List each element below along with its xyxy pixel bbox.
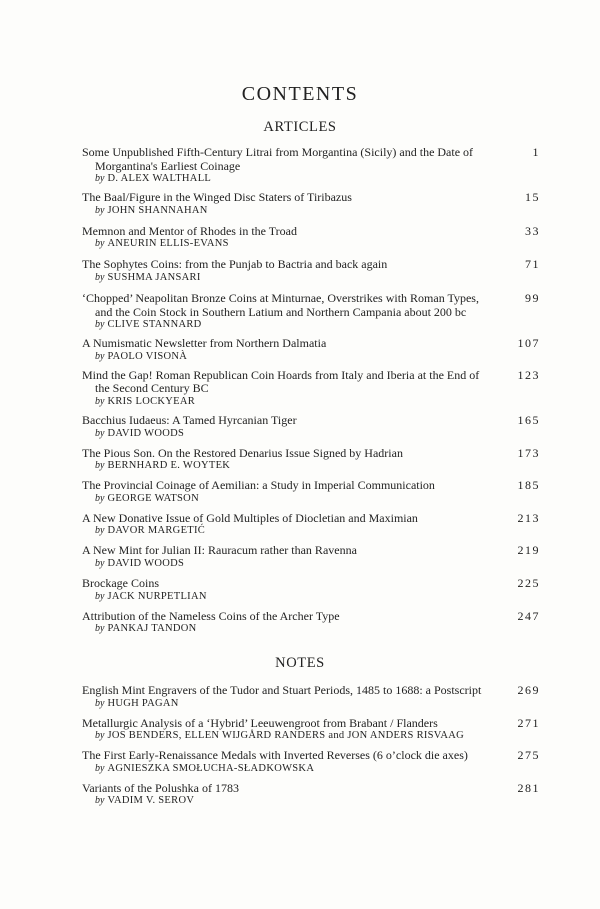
entry-page-number: 219 bbox=[517, 543, 540, 558]
toc-entry[interactable] bbox=[82, 292, 540, 331]
entry-title: Mind the Gap! Roman Republican Coin Hoards from Italy and Iberia at the End of the Second Century BC bbox=[82, 367, 480, 396]
toc-entry[interactable] bbox=[82, 782, 540, 808]
entry-author: JOS BENDERS, ELLEN WIJGÅRD RANDERS and JON ANDERS RISVAAG bbox=[107, 730, 464, 742]
notes-heading: NOTES bbox=[275, 655, 325, 671]
entry-page-number: 275 bbox=[517, 748, 540, 763]
entry-author: GEORGE WATSON bbox=[107, 492, 199, 504]
entry-author: DAVOR MARGETIĆ bbox=[107, 525, 206, 537]
entry-author: JOHN SHANNAHAN bbox=[107, 204, 208, 216]
entry-title: Variants of the Polushka of 1783 bbox=[82, 780, 239, 795]
toc-entry[interactable] bbox=[82, 337, 540, 363]
entry-author: DAVID WOODS bbox=[107, 427, 185, 439]
entry-author: ANEURIN ELLIS-EVANS bbox=[107, 238, 229, 250]
entry-author: AGNIESZKA SMOŁUCHA-SŁADKOWSKA bbox=[107, 762, 315, 774]
entry-page-number: 71 bbox=[525, 257, 540, 272]
toc-entry[interactable] bbox=[82, 577, 540, 603]
toc-entry[interactable] bbox=[82, 544, 540, 570]
entry-by: by bbox=[95, 173, 105, 185]
entry-page-number: 15 bbox=[525, 190, 540, 205]
entry-by: by bbox=[95, 795, 105, 807]
toc-entry[interactable] bbox=[82, 146, 540, 185]
toc-entry[interactable] bbox=[82, 479, 540, 505]
toc-entry[interactable] bbox=[82, 258, 540, 284]
entry-page-number: 123 bbox=[517, 367, 540, 382]
entry-page-number: 185 bbox=[517, 478, 540, 493]
entry-by: by bbox=[95, 623, 105, 635]
entry-title: The First Early-Renaissance Medals with Inverted Reverses (6 o’clock die axes) bbox=[82, 748, 468, 763]
entry-page-number: 107 bbox=[517, 336, 540, 351]
entry-title: A New Mint for Julian II: Rauracum rather than Ravenna bbox=[82, 543, 357, 558]
toc-entry[interactable] bbox=[82, 369, 540, 408]
toc-entry[interactable] bbox=[82, 512, 540, 538]
entry-author: KRIS LOCKYEAR bbox=[107, 395, 196, 407]
toc-entry[interactable] bbox=[82, 684, 540, 710]
entry-author: PAOLO VISONÀ bbox=[107, 350, 188, 362]
entry-title: Bacchius Iudaeus: A Tamed Hyrcanian Tiger bbox=[82, 412, 297, 427]
entry-title: A Numismatic Newsletter from Northern Dalmatia bbox=[82, 336, 327, 351]
entry-title: Brockage Coins bbox=[82, 575, 159, 590]
entry-author: VADIM V. SEROV bbox=[107, 795, 195, 807]
entry-author: BERNHARD E. WOYTEK bbox=[107, 460, 231, 472]
entry-page-number: 165 bbox=[517, 412, 540, 427]
entry-by: by bbox=[95, 697, 105, 709]
entry-page-number: 1 bbox=[532, 145, 540, 159]
entry-title: English Mint Engravers of the Tudor and Stuart Periods, 1485 to 1688: a Postscript bbox=[82, 683, 482, 697]
entry-by: by bbox=[95, 238, 105, 250]
entry-title: The Provincial Coinage of Aemilian: a Study in Imperial Communication bbox=[82, 478, 435, 493]
toc-entry[interactable] bbox=[82, 717, 540, 743]
entry-author: DAVID WOODS bbox=[107, 557, 185, 569]
articles-list bbox=[82, 146, 540, 635]
entry-title: A New Donative Issue of Gold Multiples of Diocletian and Maximian bbox=[82, 510, 418, 525]
entry-author: D. ALEX WALTHALL bbox=[107, 173, 212, 185]
entry-page-number: 247 bbox=[517, 608, 540, 623]
entry-title: The Sophytes Coins: from the Punjab to Bactria and back again bbox=[82, 257, 388, 272]
entry-title: The Pious Son. On the Restored Denarius Issue Signed by Hadrian bbox=[82, 445, 403, 460]
entry-author: PANKAJ TANDON bbox=[107, 623, 197, 635]
toc-entry[interactable] bbox=[82, 749, 540, 775]
entry-title: The Baal/Figure in the Winged Disc Staters of Tiribazus bbox=[82, 190, 352, 205]
toc-entry[interactable] bbox=[82, 225, 540, 251]
entry-author: HUGH PAGAN bbox=[107, 697, 179, 709]
entry-author: JACK NURPETLIAN bbox=[107, 590, 207, 602]
entry-page-number: 173 bbox=[517, 445, 540, 460]
entry-page-number: 225 bbox=[517, 575, 540, 590]
entry-page-number: 99 bbox=[525, 290, 540, 305]
entry-by: by bbox=[95, 557, 105, 569]
entry-by: by bbox=[95, 762, 105, 774]
entry-by: by bbox=[95, 460, 105, 472]
entry-by: by bbox=[95, 525, 105, 537]
entry-by: by bbox=[95, 271, 105, 283]
notes-list bbox=[82, 684, 540, 807]
toc-entry[interactable] bbox=[82, 447, 540, 473]
entry-by: by bbox=[95, 319, 105, 331]
entry-title: Some Unpublished Fifth-Century Litrai from Morgantina (Sicily) and the Date of Morgantina's Earliest Coinage bbox=[82, 145, 474, 173]
toc-entry[interactable] bbox=[82, 414, 540, 440]
toc-entry[interactable] bbox=[82, 191, 540, 217]
entry-by: by bbox=[95, 427, 105, 439]
entry-author: SUSHMA JANSARI bbox=[107, 271, 201, 283]
entry-title: ‘Chopped’ Neapolitan Bronze Coins at Minturnae, Overstrikes with Roman Types, and the Coin Stock in Southern Latium and Northern Campania about 200 bc bbox=[82, 290, 479, 319]
entry-author: CLIVE STANNARD bbox=[107, 319, 202, 331]
entry-by: by bbox=[95, 204, 105, 216]
entry-by: by bbox=[95, 350, 105, 362]
entry-title: Memnon and Mentor of Rhodes in the Troad bbox=[82, 223, 297, 238]
entry-by: by bbox=[95, 590, 105, 602]
entry-by: by bbox=[95, 395, 105, 407]
entry-page-number: 269 bbox=[517, 683, 540, 697]
entry-page-number: 271 bbox=[517, 715, 540, 730]
entry-title: Attribution of the Nameless Coins of the Archer Type bbox=[82, 608, 340, 623]
entry-page-number: 33 bbox=[525, 223, 540, 238]
page-title: CONTENTS bbox=[241, 83, 359, 105]
articles-heading: ARTICLES bbox=[263, 119, 337, 135]
entry-page-number: 281 bbox=[517, 780, 540, 795]
entry-by: by bbox=[95, 730, 105, 742]
entry-by: by bbox=[95, 492, 105, 504]
toc-entry[interactable] bbox=[82, 610, 540, 636]
entry-title: Metallurgic Analysis of a ‘Hybrid’ Leeuwengroot from Brabant / Flanders bbox=[82, 715, 438, 730]
entry-page-number: 213 bbox=[517, 510, 540, 525]
